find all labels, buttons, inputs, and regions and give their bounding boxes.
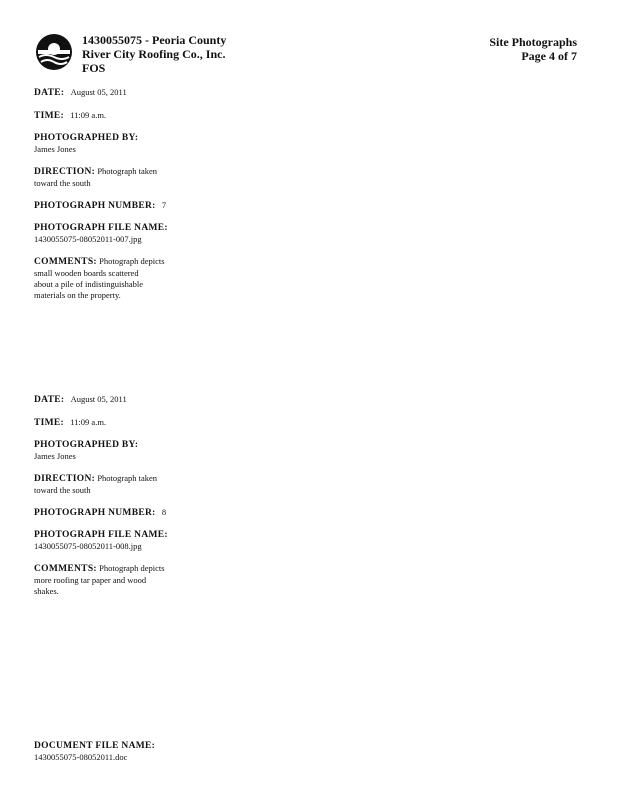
date-field: DATE: August 05, 2011 (34, 394, 127, 405)
site-code: FOS (82, 61, 106, 75)
comments-field: COMMENTS: Photograph depicts small wooden boards scattered about a pile of indistinguishable materials on the property. (34, 256, 165, 300)
agency-logo (34, 32, 74, 72)
time-field: TIME: 11:09 a.m. (34, 110, 107, 121)
comments-field: COMMENTS: Photograph depicts more roofing tar paper and wood shakes. (34, 563, 165, 596)
photographer-field: PHOTOGRAPHED BY: James Jones (34, 133, 139, 154)
site-id: 1430055075 - Peoria County (82, 33, 227, 47)
direction-field: DIRECTION: Photograph taken toward the south (34, 166, 158, 188)
photo-number-field: PHOTOGRAPH NUMBER: 8 (34, 507, 167, 518)
page-title: Site Photographs (489, 35, 577, 49)
photo-block-7 (34, 87, 214, 312)
document-file-field: DOCUMENT FILE NAME: 1430055075-08052011.doc (34, 741, 156, 762)
company-name: River City Roofing Co., Inc. (82, 47, 226, 61)
page-header (489, 35, 577, 63)
date-field: DATE: August 05, 2011 (34, 87, 127, 98)
photographer-field: PHOTOGRAPHED BY: James Jones (34, 440, 139, 461)
page-number: Page 4 of 7 (521, 49, 577, 63)
photo-file-field: PHOTOGRAPH FILE NAME: 1430055075-08052011-008.jpg (34, 530, 168, 551)
photo-file-field: PHOTOGRAPH FILE NAME: 1430055075-08052011-007.jpg (34, 223, 168, 244)
time-field: TIME: 11:09 a.m. (34, 417, 107, 428)
direction-field: DIRECTION: Photograph taken toward the south (34, 473, 158, 495)
site-header (82, 33, 226, 75)
photo-block-8 (34, 394, 214, 608)
photo-number-field: PHOTOGRAPH NUMBER: 7 (34, 200, 167, 211)
